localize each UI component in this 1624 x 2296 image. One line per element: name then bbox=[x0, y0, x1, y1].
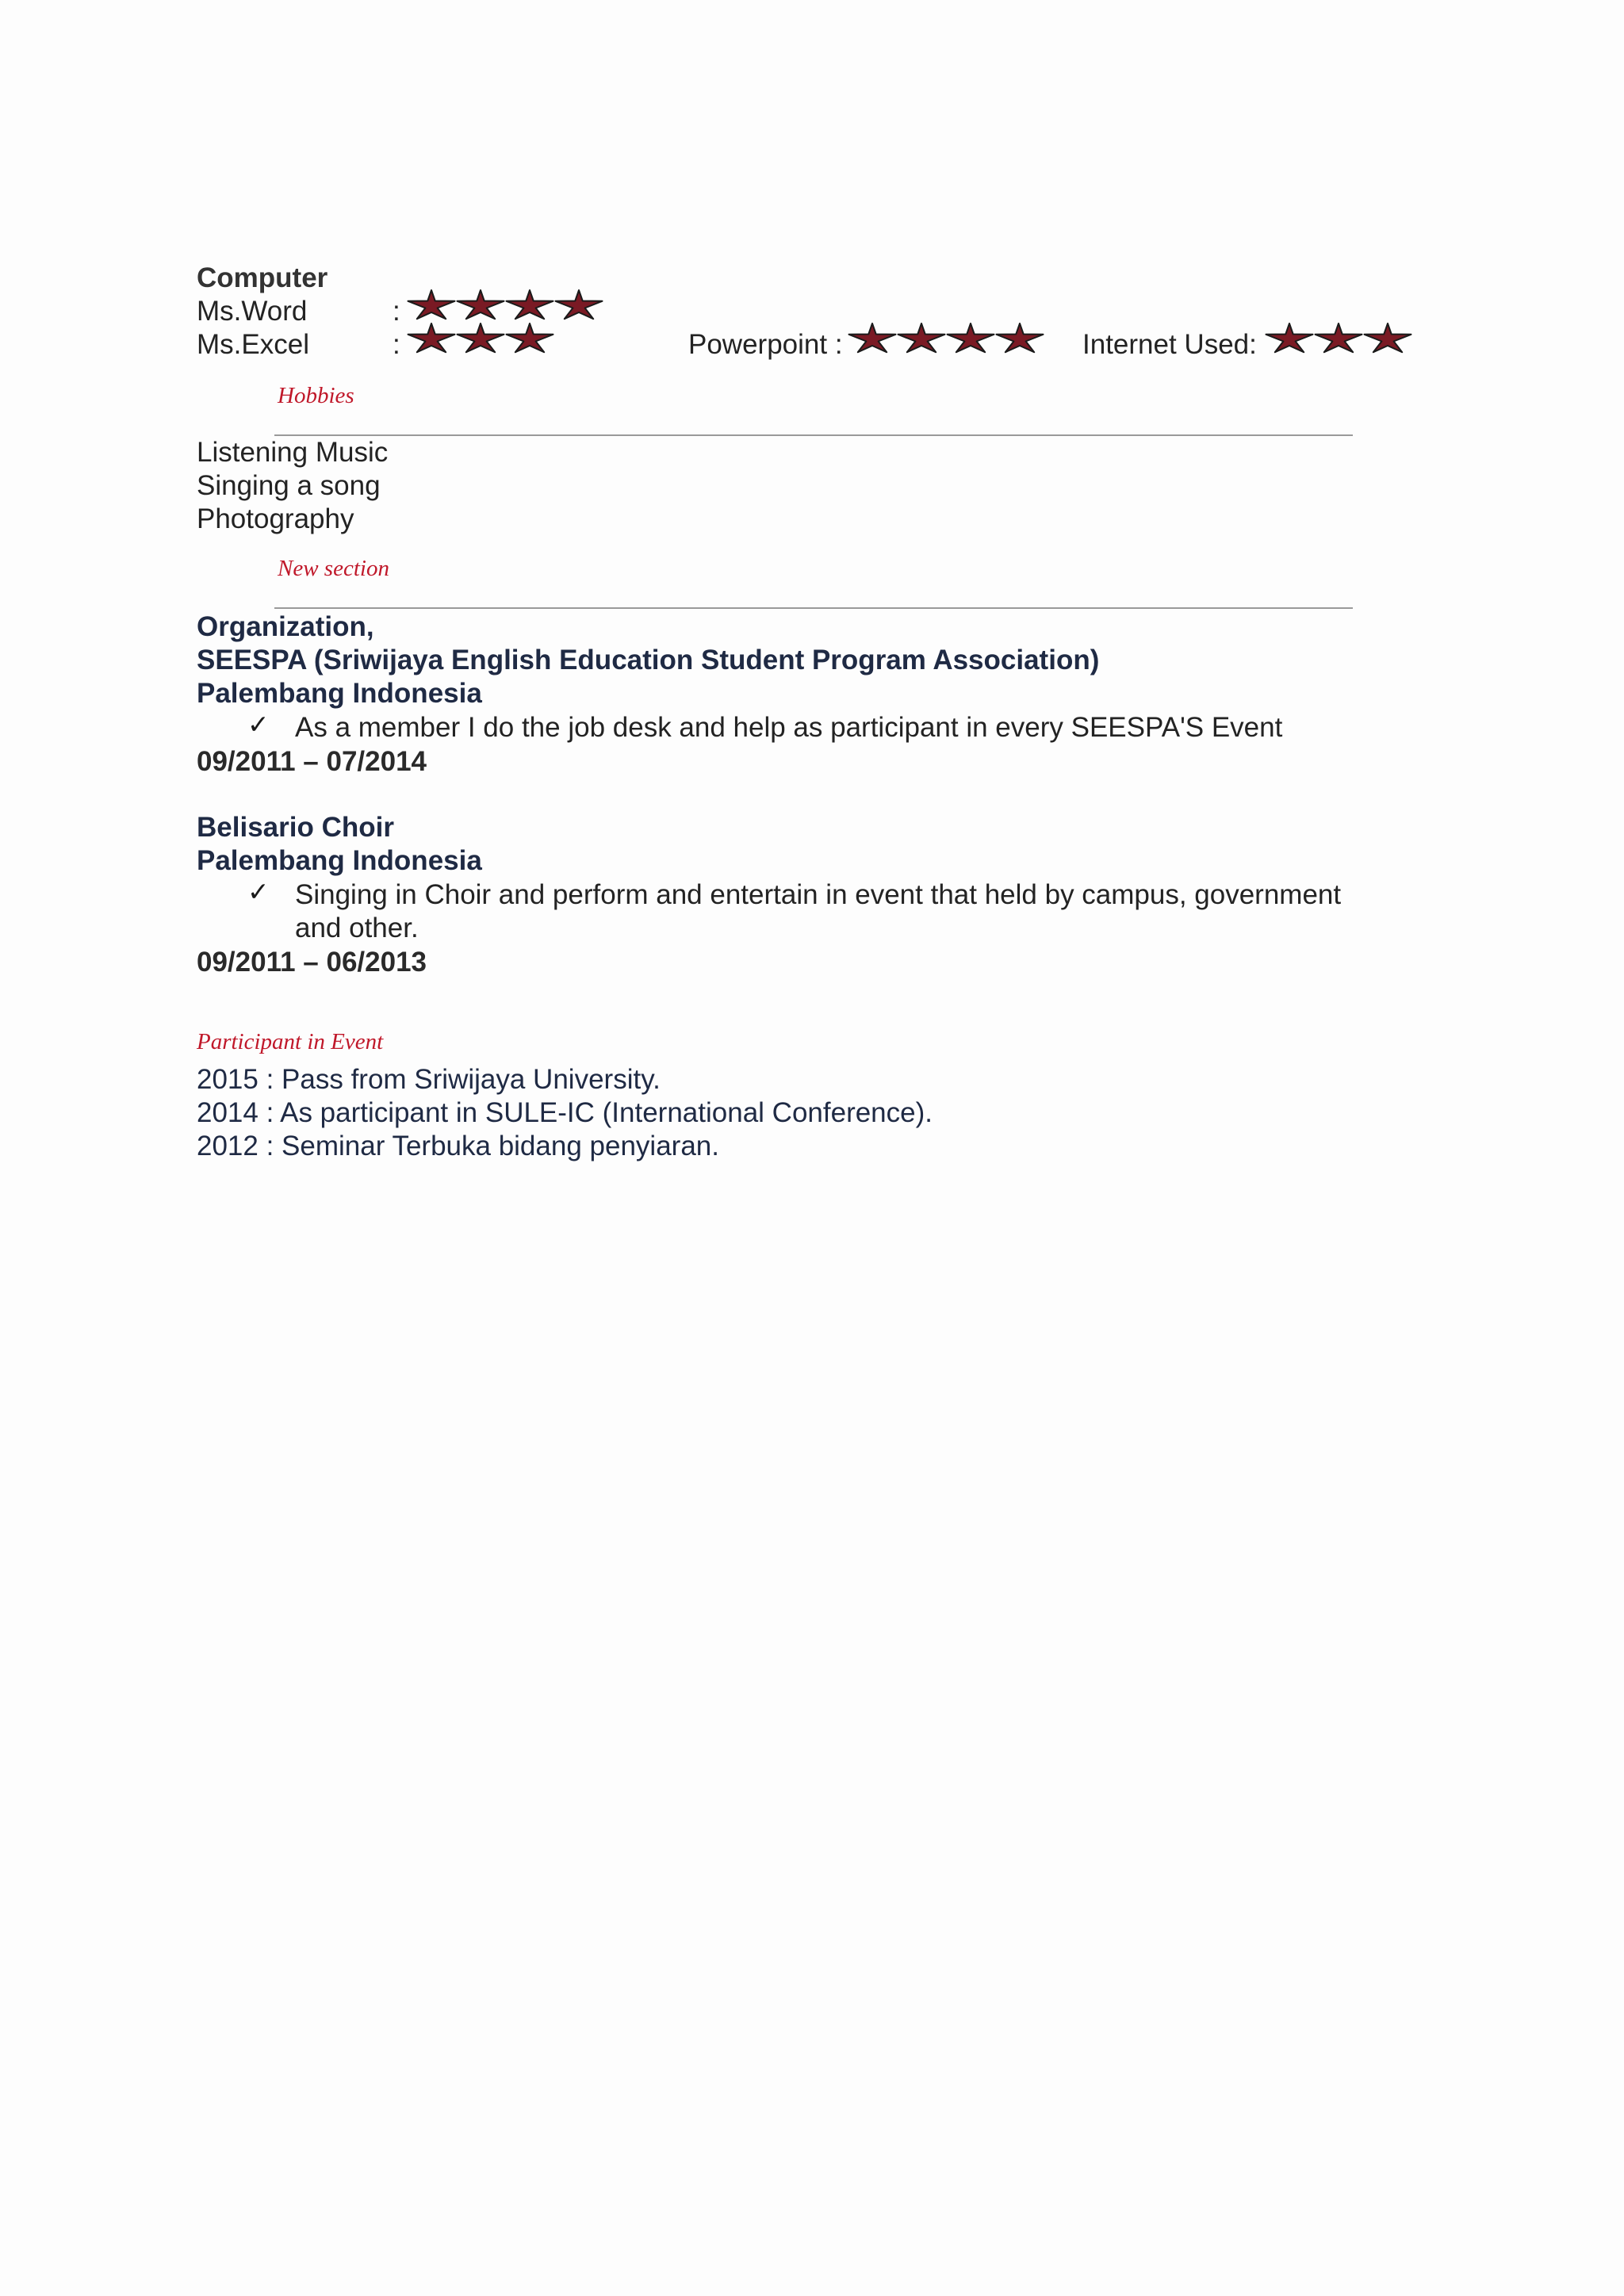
star-icon bbox=[504, 289, 555, 327]
section-divider bbox=[274, 434, 1353, 436]
org2-dates: 09/2011 – 06/2013 bbox=[197, 947, 427, 978]
star-icon bbox=[945, 322, 996, 360]
rating-stars-internet bbox=[1264, 322, 1411, 360]
event-item: 2015 : Pass from Sriwijaya University. bbox=[197, 1064, 661, 1095]
skill-label-msexcel: Ms.Excel bbox=[197, 329, 309, 360]
skill-label-powerpoint: Powerpoint : bbox=[688, 329, 843, 360]
skill-colon: : bbox=[393, 296, 400, 327]
skill-label-internet: Internet Used: bbox=[1082, 329, 1257, 360]
star-icon bbox=[1264, 322, 1315, 360]
org1-bullet: As a member I do the job desk and help as participant in every SEESPA'S Event bbox=[295, 712, 1283, 743]
star-icon bbox=[1313, 322, 1364, 360]
org1-title: Organization, bbox=[197, 611, 374, 642]
rating-stars-powerpoint bbox=[847, 322, 1044, 360]
skill-label-msword: Ms.Word bbox=[197, 296, 308, 327]
computer-heading: Computer bbox=[197, 262, 328, 293]
rating-stars-msword bbox=[406, 289, 603, 327]
org1-location: Palembang Indonesia bbox=[197, 678, 482, 709]
org2-title: Belisario Choir bbox=[197, 812, 394, 843]
org2-location: Palembang Indonesia bbox=[197, 845, 482, 876]
check-mark-icon: ✓ bbox=[247, 709, 270, 740]
section-divider bbox=[274, 607, 1353, 609]
star-icon bbox=[847, 322, 898, 360]
star-icon bbox=[994, 322, 1045, 360]
check-mark-icon: ✓ bbox=[247, 876, 270, 907]
events-heading: Participant in Event bbox=[197, 1029, 384, 1054]
star-icon bbox=[406, 289, 457, 327]
org1-name: SEESPA (Sriwijaya English Education Student Program Association) bbox=[197, 645, 1100, 675]
org2-bullet-line1: Singing in Choir and perform and entertain in event that held by campus, government bbox=[295, 879, 1342, 910]
hobbies-heading: Hobbies bbox=[278, 383, 354, 408]
star-icon bbox=[553, 289, 604, 327]
rating-stars-msexcel bbox=[406, 322, 553, 360]
star-icon bbox=[504, 322, 555, 360]
org1-dates: 09/2011 – 07/2014 bbox=[197, 746, 427, 777]
skill-colon: : bbox=[393, 329, 400, 360]
event-item: 2012 : Seminar Terbuka bidang penyiaran. bbox=[197, 1131, 719, 1161]
hobby-item: Photography bbox=[197, 503, 354, 534]
star-icon bbox=[455, 322, 506, 360]
event-item: 2014 : As participant in SULE-IC (International Conference). bbox=[197, 1097, 933, 1128]
hobby-item: Singing a song bbox=[197, 470, 381, 501]
org2-bullet-line2: and other. bbox=[295, 913, 419, 943]
star-icon bbox=[406, 322, 457, 360]
star-icon bbox=[896, 322, 947, 360]
new-section-heading: New section bbox=[278, 556, 389, 581]
star-icon bbox=[1362, 322, 1413, 360]
hobby-item: Listening Music bbox=[197, 437, 389, 468]
star-icon bbox=[455, 289, 506, 327]
